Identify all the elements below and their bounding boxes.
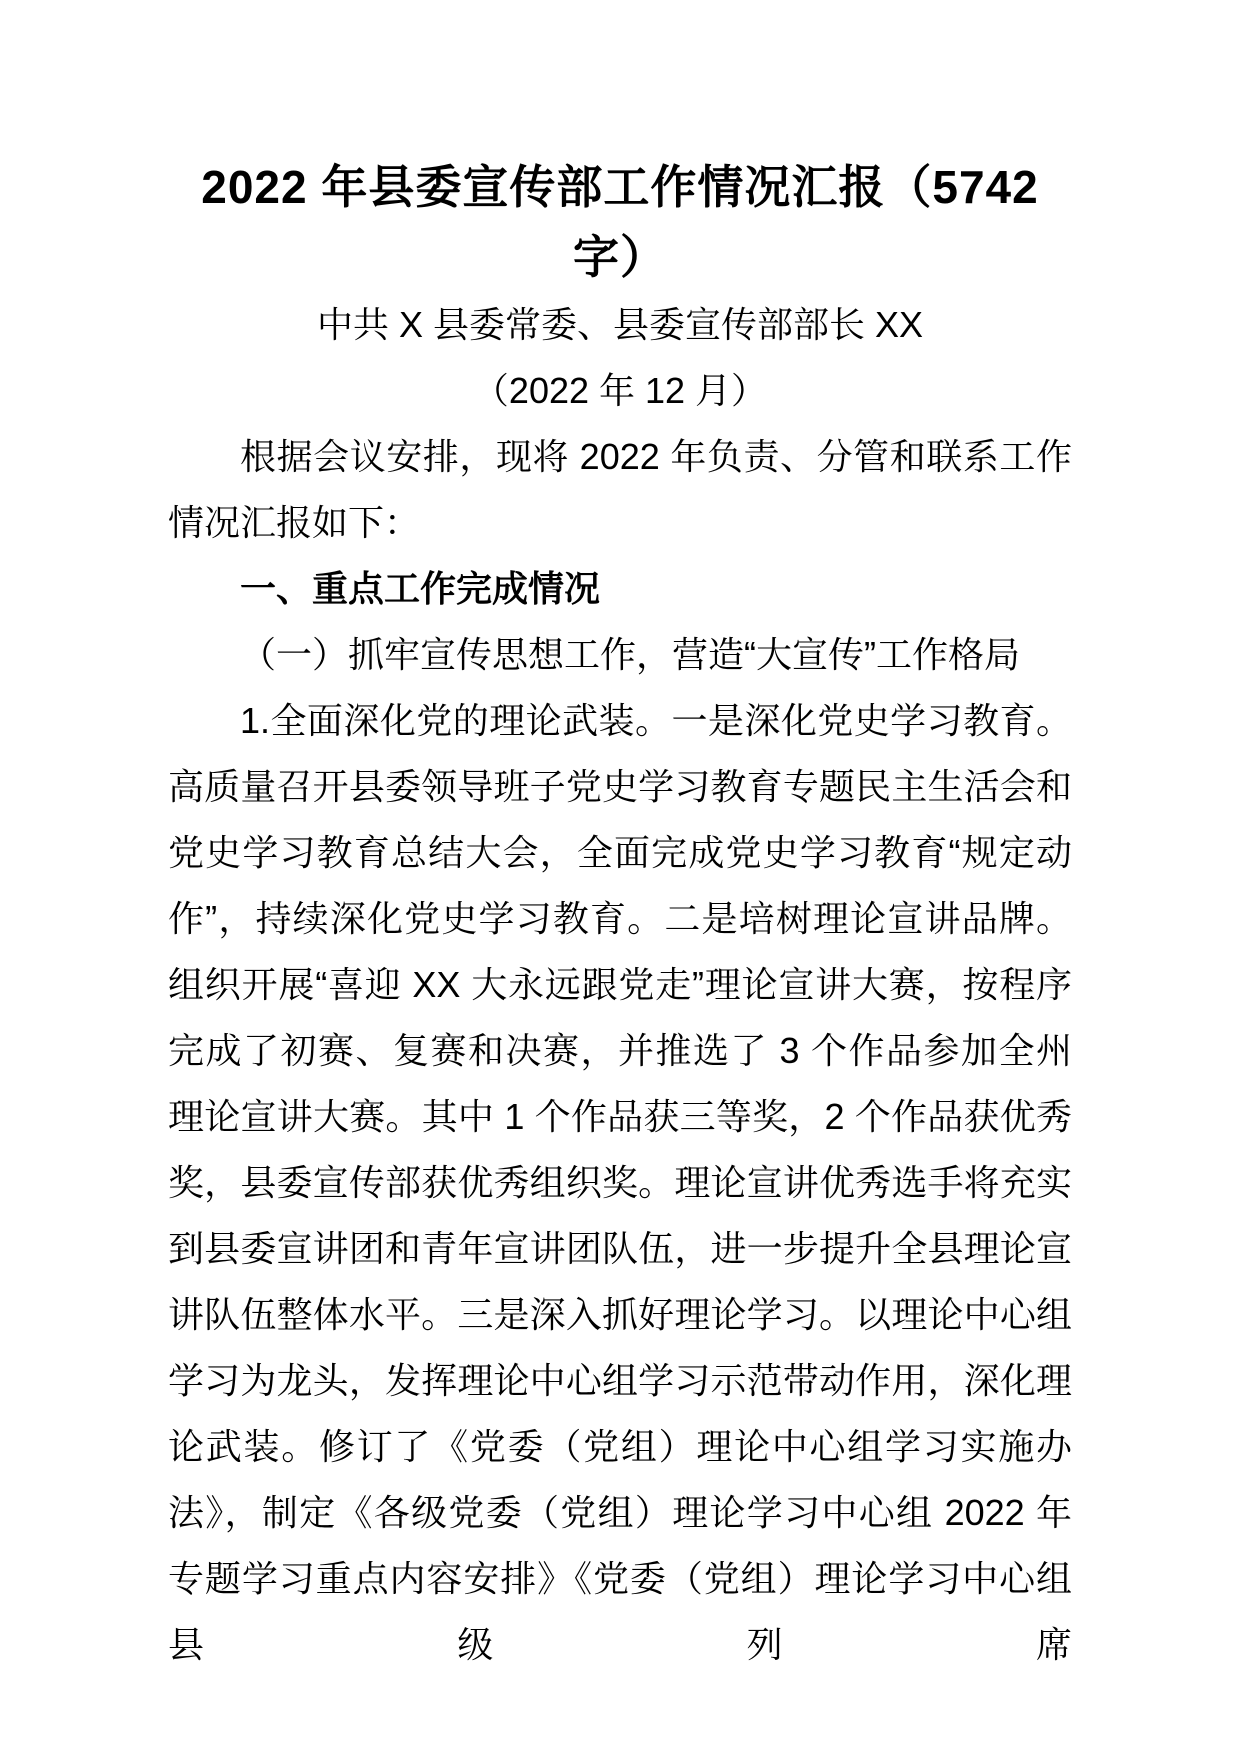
- document-title-line-1: 2022 年县委宣传部工作情况汇报（5742: [201, 161, 1039, 213]
- heading-section-1: 一、重点工作完成情况: [240, 568, 601, 609]
- paragraph-intro: 根据会议安排，现将 2022 年负责、分管和联系工作情况汇报如下：: [168, 436, 1072, 543]
- document-title: [168, 152, 1072, 292]
- paragraph-body-1: 1.全面深化党的理论武装。一是深化党史学习教育。高质量召开县委领导班子党史学习教育专题民主生活会和党史学习教育总结大会，全面完成党史学习教育“规定动作”，持续深化党史学习教育。二是培树理论宣讲品牌。组织开展“喜迎 XX 大永远跟党走”理论宣讲大赛，按程序完成了初赛、复赛和决赛，并推选了 3 个作品参加全州理论宣讲大赛。其中 1 个作品获三等奖，2 个作品获优秀奖，县委宣传部获优秀组织奖。理论宣讲优秀选手将充实到县委宣讲团和青年宣讲团队伍，进一步提升全县理论宣讲队伍整体水平。三是深入抓好理论学习。以理论中心组学习为龙头，发挥理论中心组学习示范带动作用，深化理论武装。修订了《党委（党组）理论中心组学习实施办法》，制定《各级党委（党组）理论学习中心组 2022 年专题学习重点内容安排》《党委（党组）理论学习中心组县级列席: [168, 700, 1072, 1665]
- document-author-line: 中共 X 县委常委、县委宣传部部长 XX: [316, 304, 924, 345]
- document-title-line-2: 字）: [573, 231, 667, 283]
- heading-subsection-1-1: （一）抓牢宣传思想工作，营造“大宣传”工作格局: [240, 634, 1020, 675]
- document-date-line: （2022 年 12 月）: [472, 370, 768, 411]
